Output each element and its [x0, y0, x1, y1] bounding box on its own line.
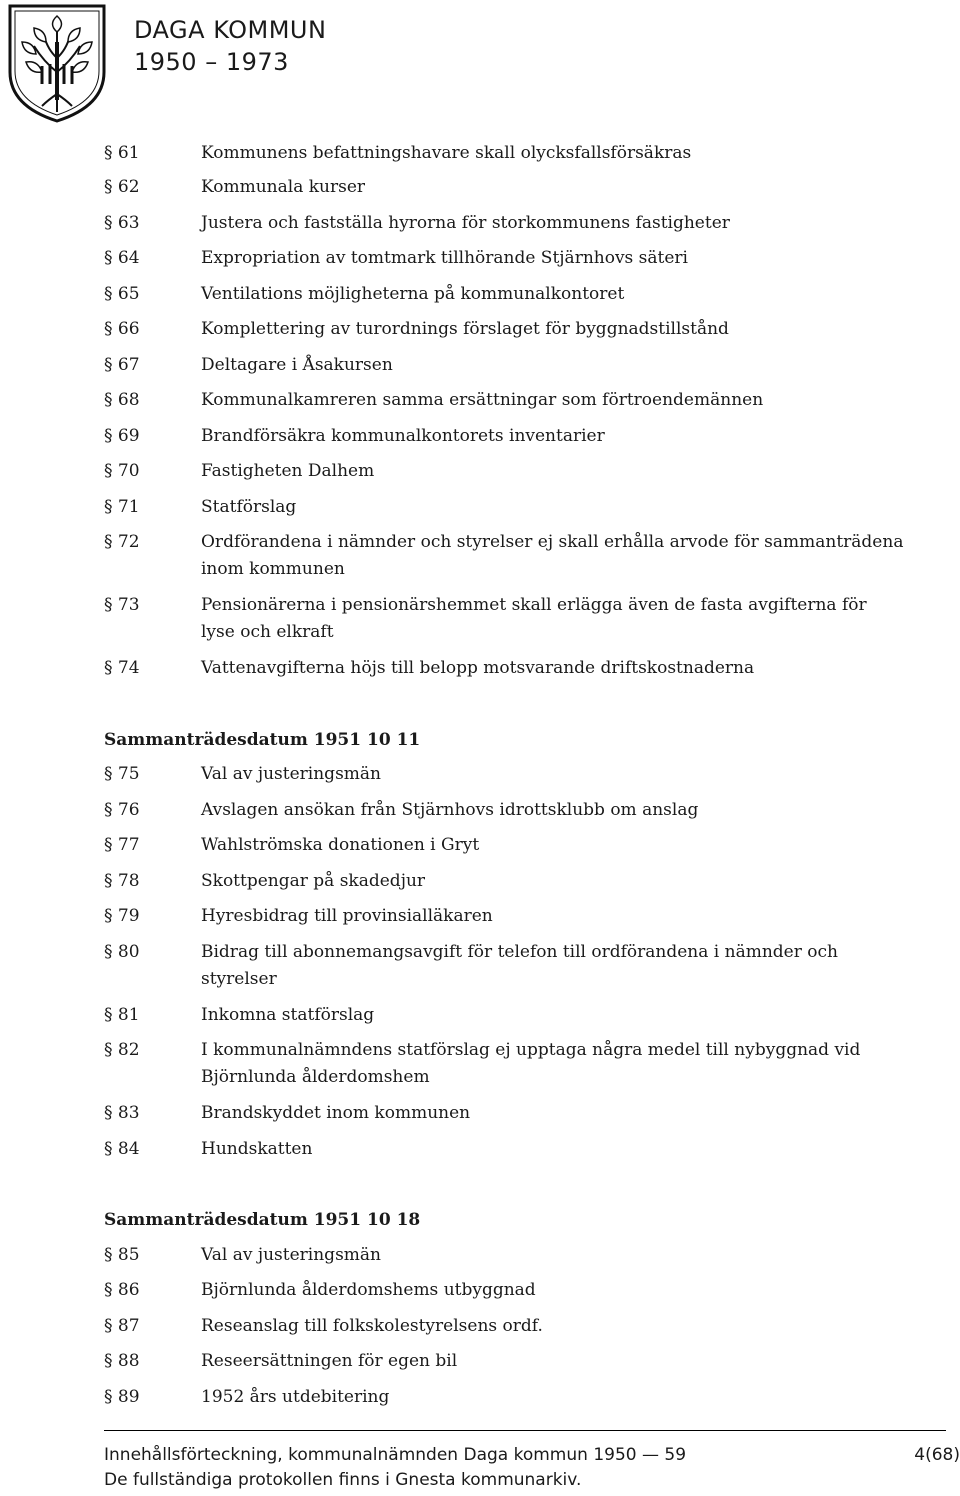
item-text: Reseanslag till folkskolestyrelsens ordf.: [201, 1316, 543, 1336]
section-number: § 72: [104, 532, 140, 552]
item-text: Pensionärerna i pensionärshemmet skall erlägga även de fasta avgifterna för lyse och elkraft: [201, 595, 867, 642]
item-text: Avslagen ansökan från Stjärnhovs idrottsklubb om anslag: [201, 800, 699, 820]
list-item: [104, 210, 904, 237]
list-item: [104, 494, 904, 521]
item-text: Kommunalkamreren samma ersättningar som förtroendemännen: [201, 390, 764, 410]
section-number: § 69: [104, 426, 140, 446]
item-text: Vattenavgifterna höjs till belopp motsvarande driftskostnaderna: [201, 658, 755, 678]
section-number: § 80: [104, 942, 140, 962]
list-item: [104, 939, 904, 993]
item-text: Inkomna statförslag: [201, 1005, 375, 1025]
list-item: [104, 868, 904, 895]
period-subtitle: 1950 – 1973: [134, 48, 289, 76]
section-number: § 88: [104, 1351, 140, 1371]
footer-note: De fullständiga protokollen finns i Gnesta kommunarkiv.: [104, 1470, 582, 1490]
list-item: [104, 1242, 904, 1269]
section-number: § 78: [104, 871, 140, 891]
section-number: § 75: [104, 764, 140, 784]
list-item: [104, 903, 904, 930]
section-number: § 70: [104, 461, 140, 481]
list-item: [104, 245, 904, 272]
list-item: [104, 174, 904, 201]
coat-of-arms-emblem: [4, 2, 110, 124]
item-text: Björnlunda ålderdomshems utbyggnad: [201, 1280, 536, 1300]
list-item: [104, 316, 904, 343]
section-number: § 67: [104, 355, 140, 375]
item-text: Ventilations möjligheterna på kommunalkontoret: [201, 284, 625, 304]
item-text: Val av justeringsmän: [201, 764, 381, 784]
item-text: Hyresbidrag till provinsialläkaren: [201, 906, 493, 926]
list-item: [104, 1037, 904, 1091]
list-item: [104, 1313, 904, 1340]
list-item: [104, 655, 904, 682]
list-item: [104, 1277, 904, 1304]
section-number: § 68: [104, 390, 140, 410]
page-number: 4(68): [914, 1445, 960, 1465]
list-item: [104, 352, 904, 379]
meeting-date-heading: Sammanträdesdatum 1951 10 18: [104, 1210, 421, 1230]
list-item: [104, 423, 904, 450]
footer-title: Innehållsförteckning, kommunalnämnden Daga kommun 1950 — 59: [104, 1445, 687, 1465]
section-number: § 74: [104, 658, 140, 678]
section-number: § 79: [104, 906, 140, 926]
item-text: I kommunalnämndens statförslag ej upptaga några medel till nybyggnad vid Björnlunda ålderdomshem: [201, 1040, 861, 1087]
list-item: [104, 1136, 904, 1163]
list-item: [104, 832, 904, 859]
item-text: Brandskyddet inom kommunen: [201, 1103, 471, 1123]
item-text: Statförslag: [201, 497, 297, 517]
item-text: Kommunala kurser: [201, 177, 366, 197]
list-item: [104, 1384, 904, 1411]
section-number: § 65: [104, 284, 140, 304]
section-number: § 71: [104, 497, 140, 517]
section-number: § 84: [104, 1139, 140, 1159]
section-number: § 61: [104, 143, 140, 163]
item-text: Reseersättningen för egen bil: [201, 1351, 458, 1371]
list-item: [104, 592, 904, 646]
item-text: Skottpengar på skadedjur: [201, 871, 426, 891]
municipality-title: DAGA KOMMUN: [134, 16, 327, 44]
list-item: [104, 281, 904, 308]
footer-divider: [104, 1430, 946, 1431]
item-text: Expropriation av tomtmark tillhörande Stjärnhovs säteri: [201, 248, 688, 268]
section-number: § 63: [104, 213, 140, 233]
section-number: § 86: [104, 1280, 140, 1300]
item-text: Val av justeringsmän: [201, 1245, 381, 1265]
list-item: [104, 797, 904, 824]
list-item: [104, 1100, 904, 1127]
list-item: [104, 458, 904, 485]
section-number: § 73: [104, 595, 140, 615]
section-number: § 64: [104, 248, 140, 268]
item-text: Ordförandena i nämnder och styrelser ej skall erhålla arvode för sammanträdena inom kommunen: [201, 532, 904, 579]
item-text: Justera och fastställa hyrorna för storkommunens fastigheter: [201, 213, 730, 233]
item-text: Fastigheten Dalhem: [201, 461, 375, 481]
list-item: [104, 1348, 904, 1375]
list-item: [104, 529, 904, 583]
list-item: [104, 761, 904, 788]
section-number: § 81: [104, 1005, 140, 1025]
list-item: [104, 140, 904, 167]
item-text: Komplettering av turordnings förslaget för byggnadstillstånd: [201, 319, 729, 339]
item-text: Bidrag till abonnemangsavgift för telefon till ordförandena i nämnder och styrelser: [201, 942, 838, 989]
section-number: § 82: [104, 1040, 140, 1060]
item-text: Brandförsäkra kommunalkontorets inventarier: [201, 426, 605, 446]
section-number: § 85: [104, 1245, 140, 1265]
section-number: § 87: [104, 1316, 140, 1336]
item-text: Hundskatten: [201, 1139, 313, 1159]
section-number: § 77: [104, 835, 140, 855]
list-item: [104, 1002, 904, 1029]
section-number: § 83: [104, 1103, 140, 1123]
item-text: Wahlströmska donationen i Gryt: [201, 835, 480, 855]
section-number: § 66: [104, 319, 140, 339]
section-number: § 76: [104, 800, 140, 820]
section-number: § 62: [104, 177, 140, 197]
list-item: [104, 387, 904, 414]
item-text: Deltagare i Åsakursen: [201, 355, 393, 375]
item-text: Kommunens befattningshavare skall olycksfallsförsäkras: [201, 143, 692, 163]
section-number: § 89: [104, 1387, 140, 1407]
meeting-date-heading: Sammanträdesdatum 1951 10 11: [104, 730, 421, 750]
item-text: 1952 års utdebitering: [201, 1387, 390, 1407]
